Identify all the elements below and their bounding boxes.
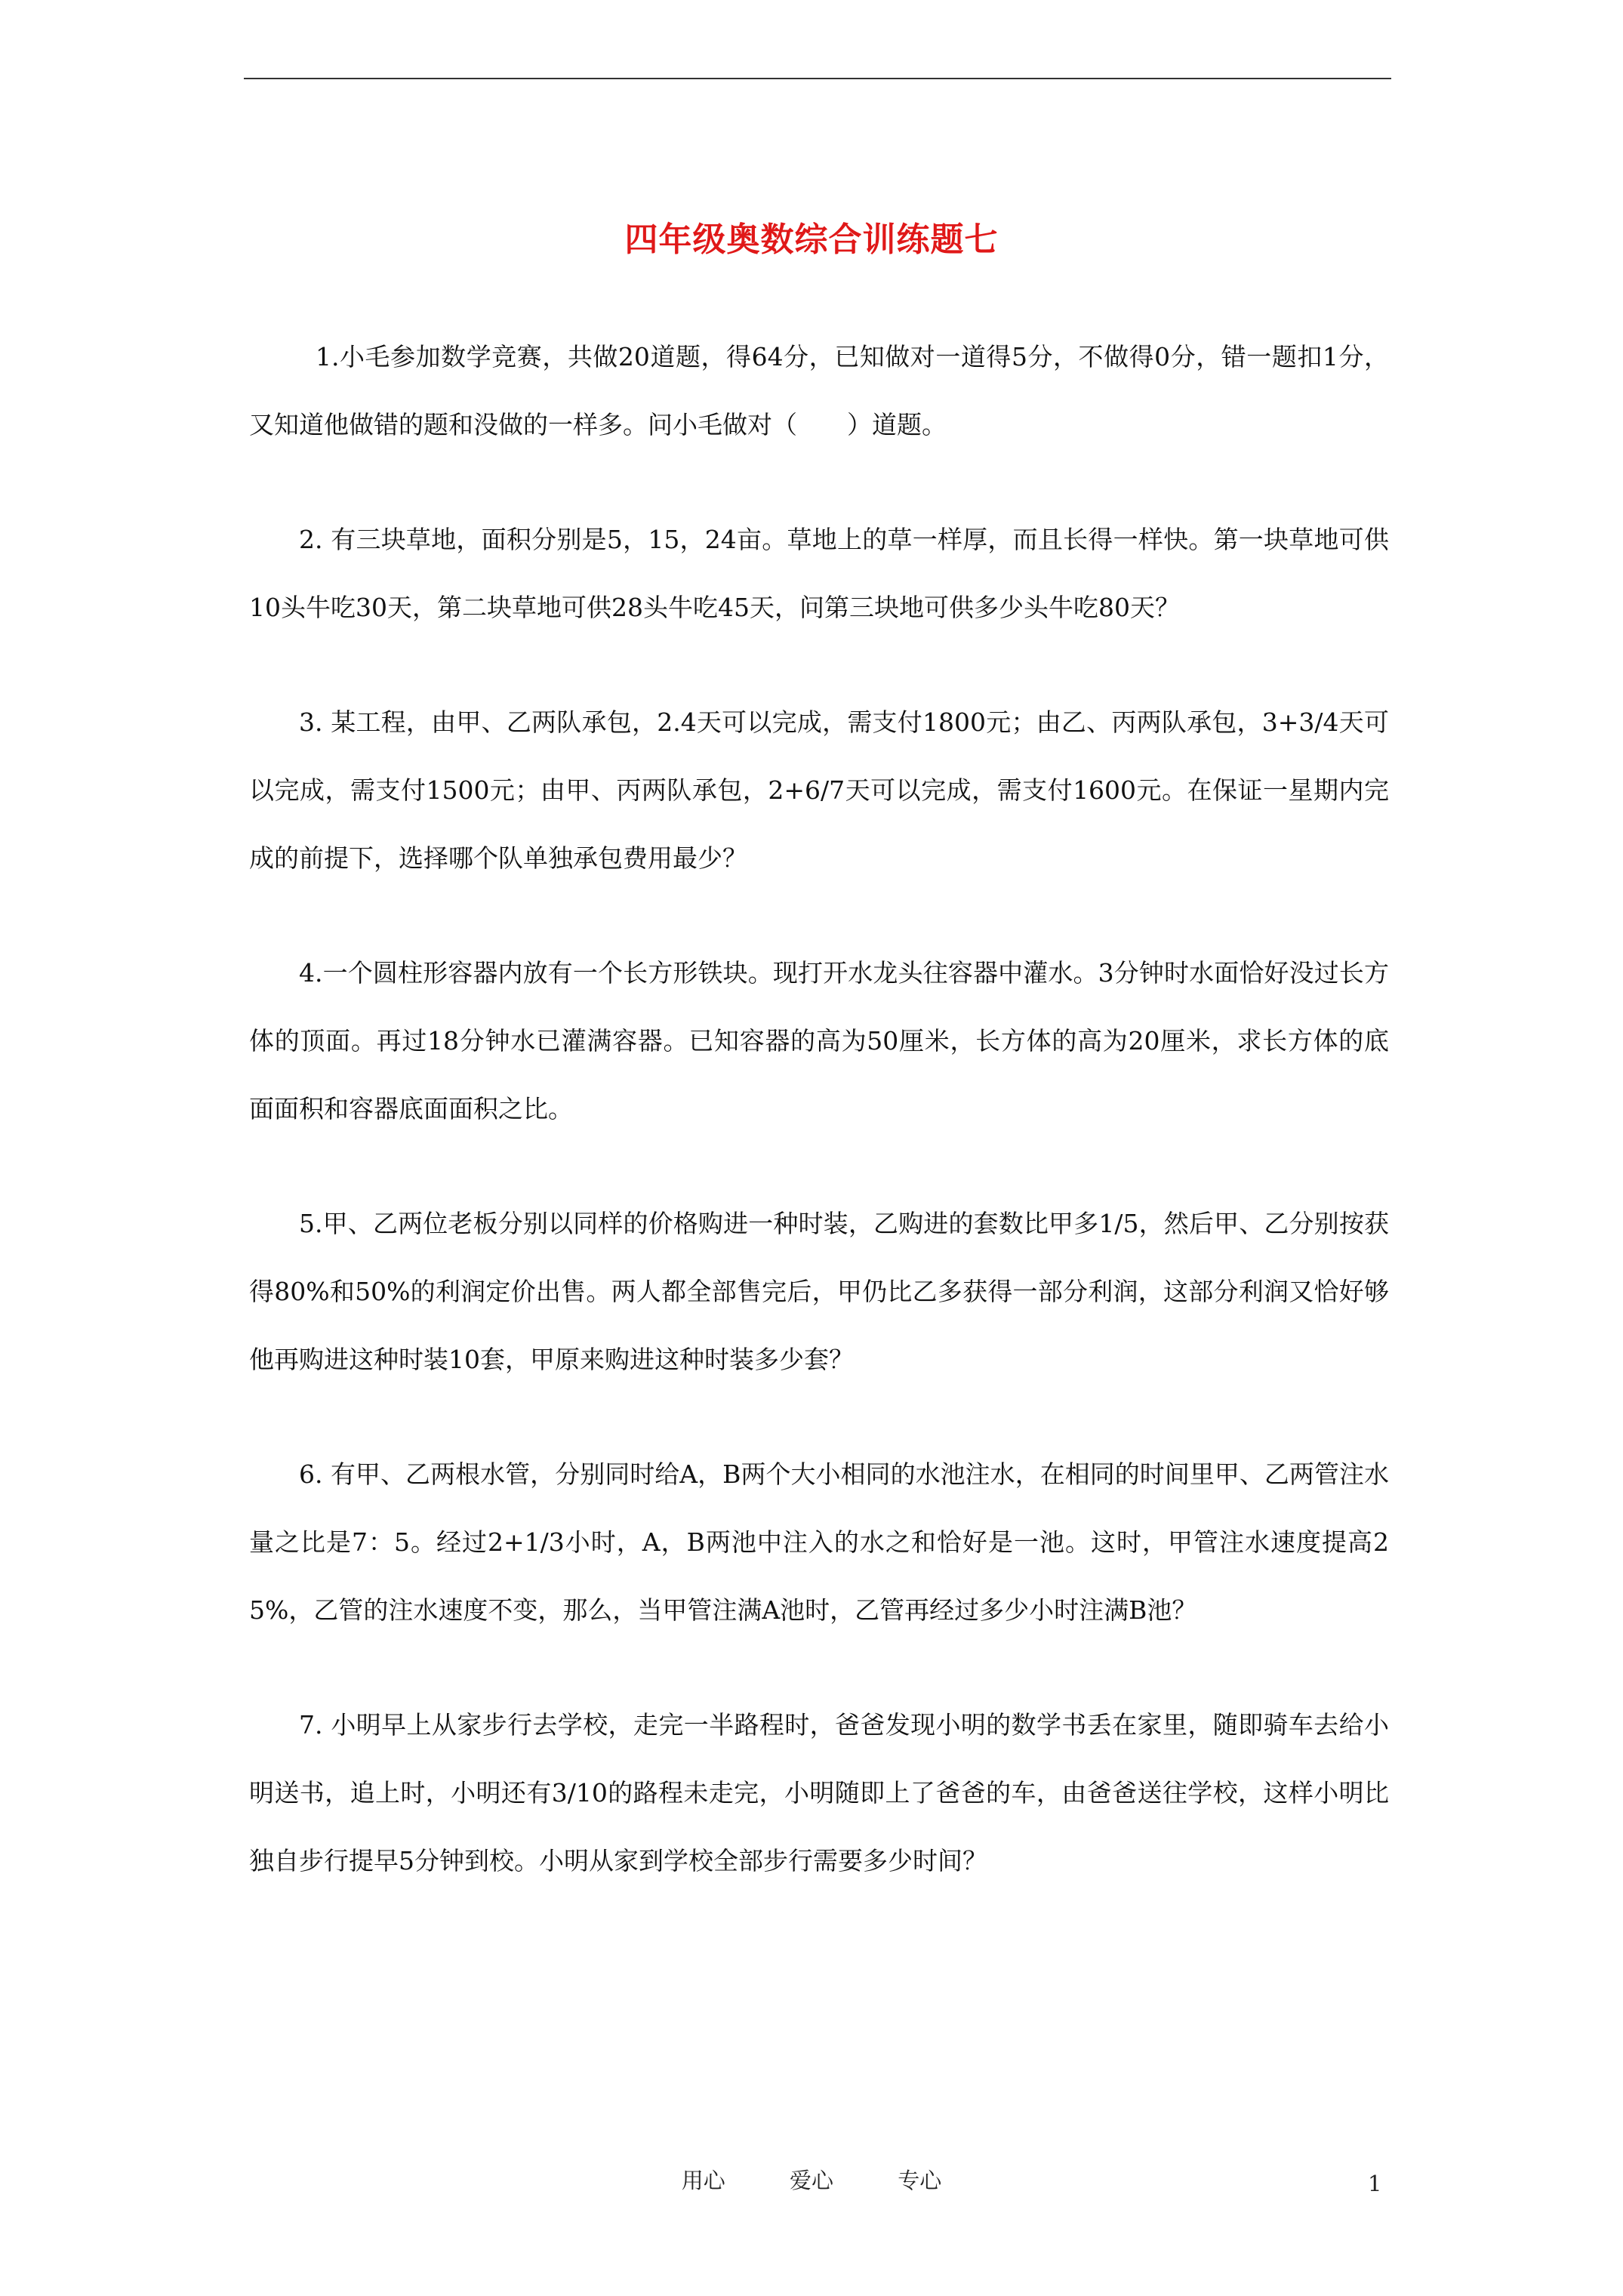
question-1: 1.小毛参加数学竞赛，共做20道题，得64分，已知做对一道得5分，不做得0分，错一题扣1分，又知道他做错的题和没做的一样多。问小毛做对（ ）道题。 — [249, 342, 1389, 439]
document-title: 四年级奥数综合训练题七 — [624, 220, 999, 259]
question-4: 4.一个圆柱形容器内放有一个长方形铁块。现打开水龙头往容器中灌水。3分钟时水面恰好没过长方体的顶面。再过18分钟水已灌满容器。已知容器的高为50厘米，长方体的高为20厘米，求长方体的底面面积和容器底面面积之比。 — [249, 958, 1389, 1123]
question-list — [249, 323, 1389, 1942]
header-rule — [244, 78, 1391, 79]
question-5: 5.甲、乙两位老板分别以同样的价格购进一种时装，乙购进的套数比甲多1/5，然后甲、乙分别按获得80%和50%的利润定价出售。两人都全部售完后，甲仍比乙多获得一部分利润，这部分利润又恰好够他再购进这种时装10套，甲原来购进这种时装多少套？ — [249, 1209, 1389, 1374]
page-number: 1 — [1368, 2171, 1382, 2196]
footer-motto-2: 爱心 — [789, 2168, 833, 2193]
question-2: 2. 有三块草地，面积分别是5，15，24亩。草地上的草一样厚，而且长得一样快。第一块草地可供10头牛吃30天，第二块草地可供28头牛吃45天，问第三块地可供多少头牛吃80天？ — [249, 525, 1389, 622]
question-6: 6. 有甲、乙两根水管，分别同时给A，B两个大小相同的水池注水，在相同的时间里甲、乙两管注水量之比是7：5。经过2+1/3小时，A，B两池中注入的水之和恰好是一池。这时，甲管注水速度提高25%，乙管的注水速度不变，那么，当甲管注满A池时，乙管再经过多少小时注满B池？ — [249, 1459, 1389, 1625]
footer-motto-1: 用心 — [681, 2168, 725, 2193]
footer-motto-3: 专心 — [898, 2168, 942, 2193]
question-7: 7. 小明早上从家步行去学校，走完一半路程时，爸爸发现小明的数学书丢在家里，随即骑车去给小明送书，追上时，小明还有3/10的路程未走完，小明随即上了爸爸的车，由爸爸送往学校，这样小明比独自步行提早5分钟到校。小明从家到学校全部步行需要多少时间？ — [249, 1710, 1389, 1875]
question-3: 3. 某工程，由甲、乙两队承包，2.4天可以完成，需支付1800元；由乙、丙两队承包，3+3/4天可以完成，需支付1500元；由甲、丙两队承包，2+6/7天可以完成，需支付1600元。在保证一星期内完成的前提下，选择哪个队单独承包费用最少？ — [249, 707, 1389, 873]
